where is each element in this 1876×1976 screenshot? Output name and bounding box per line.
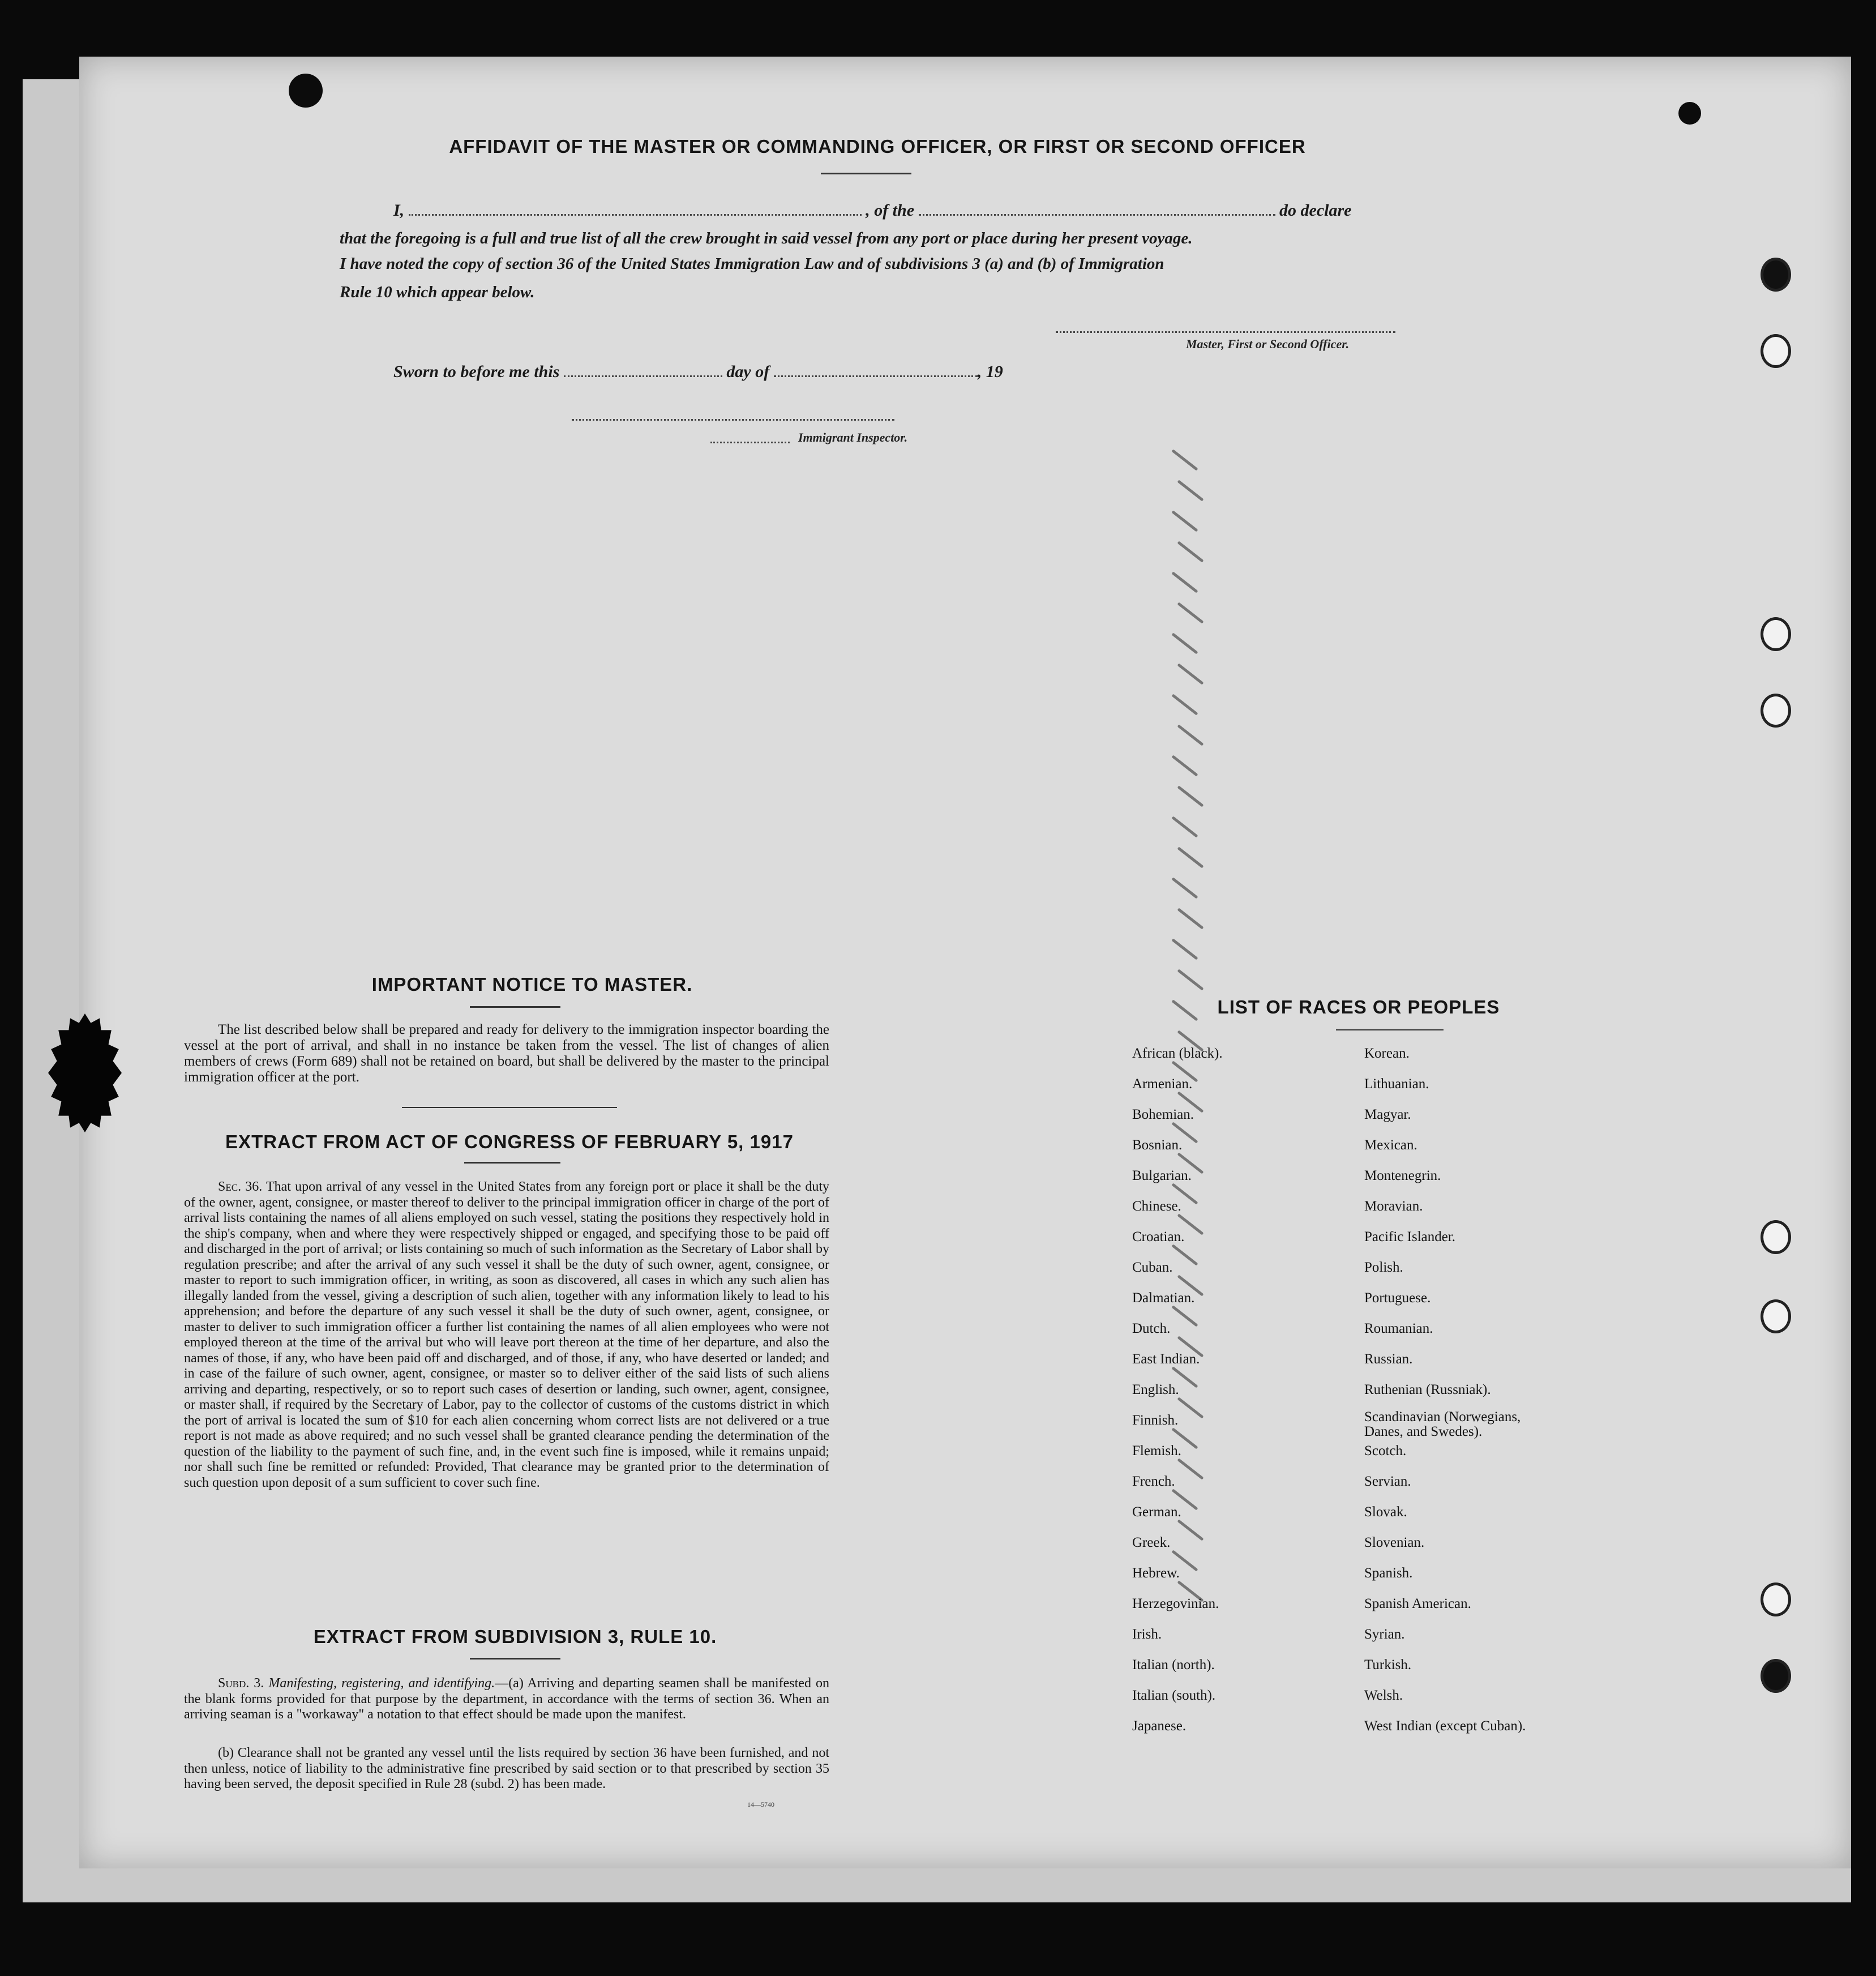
race-item: Scotch. bbox=[1364, 1443, 1407, 1459]
document-page bbox=[79, 57, 1851, 1868]
race-item: Scandinavian (Norwegians, Danes, and Swedes). bbox=[1364, 1409, 1521, 1439]
inspector-lead-dots bbox=[710, 442, 790, 443]
subd-italic: Manifesting, registering, and identifying. bbox=[268, 1676, 495, 1691]
race-item: Cuban. bbox=[1132, 1260, 1173, 1275]
title-underline bbox=[821, 173, 911, 174]
race-item: Magyar. bbox=[1364, 1107, 1411, 1122]
race-item: Irish. bbox=[1132, 1627, 1162, 1642]
race-item: Bulgarian. bbox=[1132, 1168, 1192, 1183]
notice-underline bbox=[470, 1006, 560, 1008]
seal-icon bbox=[48, 1013, 122, 1132]
i-label: I, bbox=[393, 201, 405, 220]
subd-para-a: —(a) Arriving and departing seamen shall be manifested on the blank forms provided for that purpose by the department, in accordance with the terms of section 36. When an arriving seaman is a "workaway" a notation to that effect should be made upon the manifest. bbox=[184, 1676, 829, 1722]
race-item: Armenian. bbox=[1132, 1076, 1193, 1092]
punch-hole bbox=[1761, 617, 1791, 651]
race-item: Dutch. bbox=[1132, 1321, 1171, 1336]
race-item: Polish. bbox=[1364, 1260, 1403, 1275]
race-item: Korean. bbox=[1364, 1046, 1410, 1061]
race-item: German. bbox=[1132, 1504, 1181, 1520]
declaration-line-4: Rule 10 which appear below. bbox=[340, 283, 535, 301]
punch-hole bbox=[1761, 694, 1791, 728]
race-item: Moravian. bbox=[1364, 1199, 1423, 1214]
race-item: Montenegrin. bbox=[1364, 1168, 1441, 1183]
race-item: African (black). bbox=[1132, 1046, 1223, 1061]
rule-para-a bbox=[184, 1676, 829, 1723]
declaration-line-1 bbox=[393, 201, 1351, 220]
race-item: Servian. bbox=[1364, 1474, 1411, 1489]
race-item: Roumanian. bbox=[1364, 1321, 1433, 1336]
ink-blot bbox=[1678, 102, 1701, 125]
act-title: EXTRACT FROM ACT OF CONGRESS OF FEBRUARY 5, 1917 bbox=[225, 1131, 794, 1152]
declaration-line-2: that the foregoing is a full and true list of all the crew brought in said vessel from any port or place during her present voyage. bbox=[340, 229, 1193, 247]
race-item: Lithuanian. bbox=[1364, 1076, 1429, 1092]
race-item: West Indian (except Cuban). bbox=[1364, 1718, 1526, 1734]
punch-hole bbox=[1761, 1582, 1791, 1616]
race-item: Mexican. bbox=[1364, 1137, 1417, 1153]
form-number: 14—5740 bbox=[747, 1800, 774, 1808]
race-item: Dalmatian. bbox=[1132, 1290, 1195, 1306]
race-item: Pacific Islander. bbox=[1364, 1229, 1456, 1244]
races-title: LIST OF RACES OR PEOPLES bbox=[1217, 996, 1500, 1017]
race-item: English. bbox=[1132, 1382, 1179, 1397]
inspector-signature-blank[interactable] bbox=[572, 419, 894, 421]
race-item: Bohemian. bbox=[1132, 1107, 1194, 1122]
race-item: Ruthenian (Russniak). bbox=[1364, 1382, 1491, 1397]
race-item: Greek. bbox=[1132, 1535, 1171, 1550]
race-item: Syrian. bbox=[1364, 1627, 1405, 1642]
race-item: Portuguese. bbox=[1364, 1290, 1431, 1306]
do-declare-label: do declare bbox=[1279, 201, 1352, 220]
punch-hole bbox=[1761, 334, 1791, 368]
race-item: Finnish. bbox=[1132, 1413, 1179, 1428]
act-body: That upon arrival of any vessel in the United States from any foreign port or place it shall be the duty of the owner, agent, consignee, or master thereof to deliver to the principal immigration officer in charge of the port of arrival lists containing the names of all aliens employed on such vessel, stating the positions they respectively hold in the ship's company, when and where they were respectively shipped or engaged, and specifying those to be paid off and discharged in the port of arrival; or lists containing so much of such information as the Secretary of Labor shall by regulation prescribe; and after the arrival of any such vessel it shall be the duty of such owner, agent, consignee, or master to report to such immigration officer, in writing, as soon as discovered, all cases in which any such alien has illegally landed from the vessel, giving a description of such alien, together with any information likely to lead to his apprehension; and before the departure of any such vessel it shall be the duty of such owner, agent, consignee, or master to deliver to such immigration officer a further list containing the names of all alien employees who were not employed thereon at the time of the arrival but who will leave port thereon at the time of her departure, and also the names of those, if any, who have been paid off and discharged, and of those, if any, who have deserted or landed; and in case of the failure of such owner, agent, consignee, or master so to deliver either of the said lists of such aliens arriving and departing, respectively, or so to report such cases of desertion or landing, such owner, agent, consignee, or master shall, if required by the Secretary of Labor, pay to the collector of customs of the customs district in which the port of arrival is located the sum of $10 for each alien concerning whom correct lists are not delivered or a true report is not made as above required; and no such vessel shall be granted clearance pending the determination of the question of the liability to the payment of such fine, and, in the event such fine is imposed, while it remains unpaid; nor shall such fine be remitted or refunded: Provided, That clearance may be granted prior to the determination of such question upon deposit of a sum sufficient to cover such fine. bbox=[184, 1179, 829, 1490]
sworn-label: Sworn to before me this bbox=[393, 362, 560, 381]
day-of-label: day of bbox=[726, 362, 770, 381]
subd-label: Subd. 3. bbox=[218, 1676, 264, 1691]
affidavit-title: AFFIDAVIT OF THE MASTER OR COMMANDING OFFICER, OR FIRST OR SECOND OFFICER bbox=[449, 136, 1306, 157]
race-item: French. bbox=[1132, 1474, 1175, 1489]
race-item: Croatian. bbox=[1132, 1229, 1185, 1244]
punch-hole bbox=[1761, 1299, 1791, 1333]
races-underline bbox=[1336, 1029, 1444, 1030]
race-item: Russian. bbox=[1364, 1351, 1413, 1367]
act-text bbox=[184, 1179, 829, 1491]
punch-hole bbox=[1761, 1220, 1791, 1254]
act-underline bbox=[464, 1162, 560, 1164]
declaration-line-3: I have noted the copy of section 36 of the United States Immigration Law and of subdivisions 3 (a) and (b) of Immigration bbox=[340, 255, 1164, 273]
race-item: Japanese. bbox=[1132, 1718, 1187, 1734]
master-signature-blank[interactable] bbox=[1056, 331, 1395, 333]
sworn-line bbox=[393, 362, 1003, 382]
of-the-label: , of the bbox=[866, 201, 915, 220]
sec-label: Sec. 36. bbox=[218, 1179, 263, 1194]
race-item: Herzegovinian. bbox=[1132, 1596, 1219, 1611]
race-item: Bosnian. bbox=[1132, 1137, 1183, 1153]
race-item: Welsh. bbox=[1364, 1688, 1403, 1703]
notice-title: IMPORTANT NOTICE TO MASTER. bbox=[371, 974, 693, 995]
name-blank[interactable] bbox=[409, 214, 862, 216]
vessel-blank[interactable] bbox=[919, 214, 1275, 216]
race-item: Spanish American. bbox=[1364, 1596, 1471, 1611]
ink-blot bbox=[289, 74, 323, 108]
rule-underline bbox=[470, 1658, 560, 1660]
race-item: Spanish. bbox=[1364, 1566, 1413, 1581]
punch-hole bbox=[1761, 258, 1791, 292]
race-item: Hebrew. bbox=[1132, 1566, 1180, 1581]
master-label: Master, First or Second Officer. bbox=[1186, 337, 1350, 351]
race-item: Turkish. bbox=[1364, 1657, 1412, 1673]
notice-text: The list described below shall be prepared and ready for delivery to the immigration inspector boarding the vessel at the port of arrival, and shall in no instance be taken from the vessel. The list of changes of alien members of crews (Form 689) shall not be retained on board, but shall be delivered by the master to the principal immigration officer at the port. bbox=[184, 1022, 829, 1085]
race-item: Italian (south). bbox=[1132, 1688, 1216, 1703]
race-item: Slovak. bbox=[1364, 1504, 1407, 1520]
punch-hole bbox=[1761, 1659, 1791, 1693]
sworn-month-blank[interactable] bbox=[774, 375, 978, 377]
rule-title: EXTRACT FROM SUBDIVISION 3, RULE 10. bbox=[313, 1626, 717, 1647]
race-item: Flemish. bbox=[1132, 1443, 1181, 1459]
sworn-day-blank[interactable] bbox=[564, 375, 722, 377]
year-label: , 19 bbox=[977, 362, 1003, 381]
inspector-label: Immigrant Inspector. bbox=[798, 430, 908, 444]
race-item: East Indian. bbox=[1132, 1351, 1200, 1367]
race-item: Slovenian. bbox=[1364, 1535, 1425, 1550]
race-item: Chinese. bbox=[1132, 1199, 1181, 1214]
race-item: Italian (north). bbox=[1132, 1657, 1215, 1673]
notice-divider bbox=[402, 1107, 617, 1108]
rule-para-b: (b) Clearance shall not be granted any vessel until the lists required by section 36 have been furnished, and not then unless, notice of liability to the administrative fine prescribed by said section or to that prescribed by section 35 having been served, the deposit specified in Rule 28 (subd. 2) has been made. bbox=[184, 1746, 829, 1791]
